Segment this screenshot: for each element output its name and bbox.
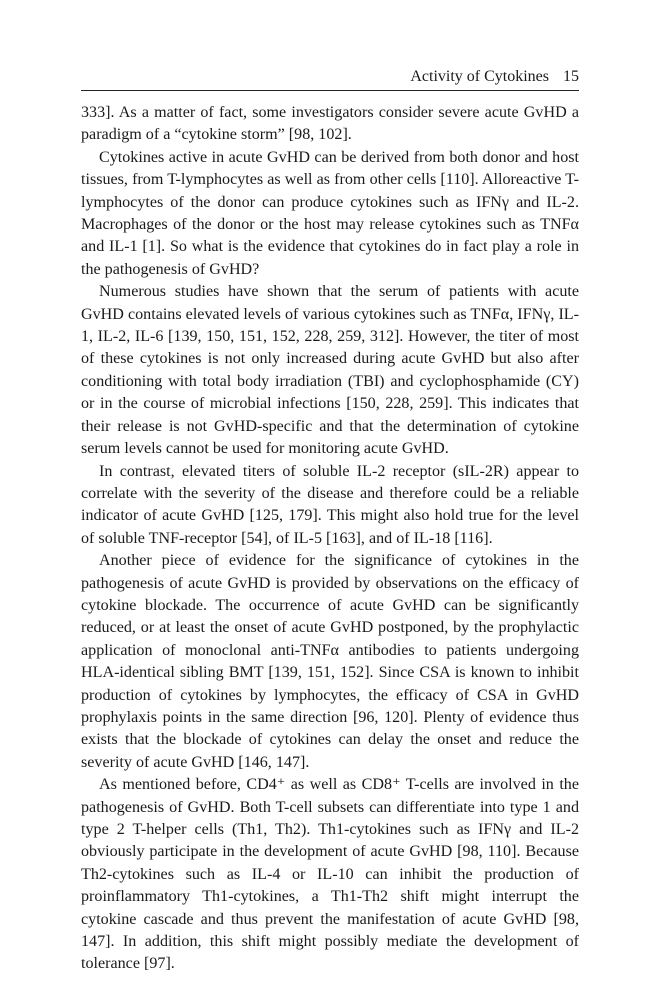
page-number: 15 (563, 68, 579, 85)
paragraph-6: As mentioned before, CD4⁺ as well as CD8⁺ T-cells are involved in the pathogenesis of GvHD. Both T-cell subsets can differentiate into type 1 and type 2 T-helper cells (Th1, Th2). Th1-cytokines such as IFNγ and IL-2 obviously participate in the development of acute GvHD [98, 110]. Because Th2-cytokines such as IL-4 or IL-10 can inhibit the production of proinflammatory Th1-cytokines, a Th1-Th2 shift might interrupt the cytokine cascade and thus prevent the manifestation of acute GvHD [98, 147]. In addition, this shift might possibly mediate the development of tolerance [97]. (81, 776, 579, 973)
paragraph-2: Cytokines active in acute GvHD can be derived from both donor and host tissues, from T-lymphocytes as well as from other cells [110]. Alloreactive T-lymphocytes of the donor can produce cytokines such as IFNγ and IL-2. Macrophages of the donor or the host may release cytokines such as TNFα and IL-1 [1]. So what is the evidence that cytokines do in fact play a role in the pathogenesis of GvHD? (81, 148, 579, 278)
paragraph-1: 333]. As a matter of fact, some investigators consider severe acute GvHD a paradigm of a “cytokine storm” [98, 102]. (81, 104, 579, 144)
body-text (81, 102, 579, 976)
running-header (81, 66, 579, 91)
running-title: Activity of Cytokines (410, 68, 549, 85)
paragraph-3: Numerous studies have shown that the serum of patients with acute GvHD contains elevated levels of various cytokines such as TNFα, IFNγ, IL-1, IL-2, IL-6 [139, 150, 151, 152, 228, 259, 312]. However, the titer of most of these cytokines is not only increased during acute GvHD but also after conditioning with total body irradiation (TBI) and cyclophosphamide (CY) or in the course of microbial infections [150, 228, 259]. This indicates that their release is not GvHD-specific and that the determination of cytokine serum levels cannot be used for monitoring acute GvHD. (81, 283, 579, 458)
paragraph-4: In contrast, elevated titers of soluble IL-2 receptor (sIL-2R) appear to correlate with the severity of the disease and therefore could be a reliable indicator of acute GvHD [125, 179]. This might also hold true for the level of soluble TNF-receptor [54], of IL-5 [163], and of IL-18 [116]. (81, 462, 579, 547)
paragraph-5: Another piece of evidence for the significance of cytokines in the pathogenesis of acute GvHD is provided by observations on the efficacy of cytokine blockade. The occurrence of acute GvHD can be significantly reduced, or at least the onset of acute GvHD postponed, by the prophylactic application of monoclonal anti-TNFα antibodies to patients undergoing HLA-identical sibling BMT [139, 151, 152]. Since CSA is known to inhibit production of cytokines by lymphocytes, the efficacy of CSA in GvHD prophylaxis points in the same direction [96, 120]. Plenty of evidence thus exists that the blockade of cytokines can delay the onset and reduce the severity of acute GvHD [146, 147]. (81, 552, 579, 771)
